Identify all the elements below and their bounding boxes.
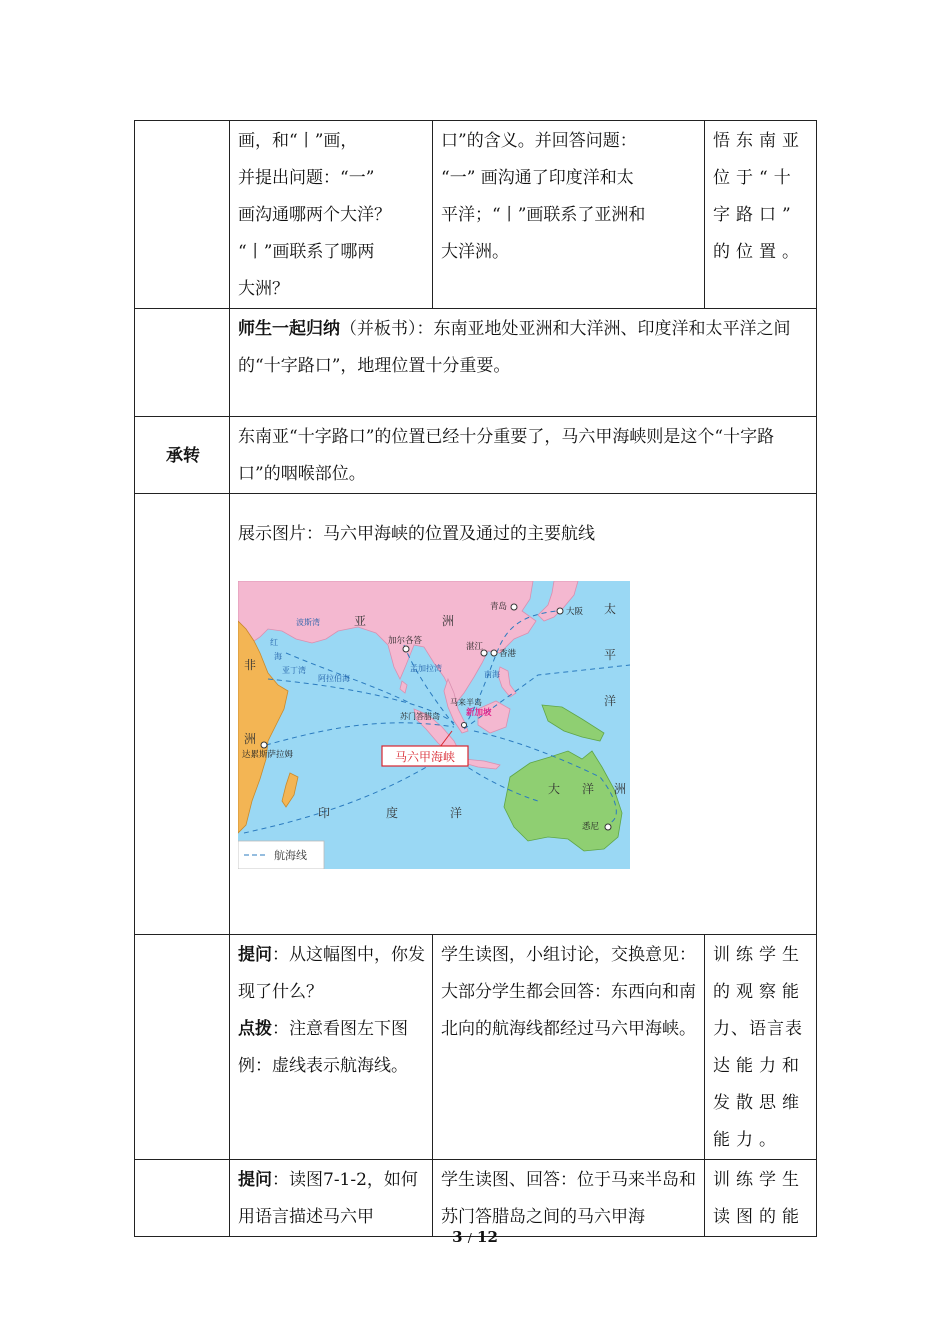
text-line: 字路口”: [713, 205, 797, 225]
text-line: 力、语言表: [713, 1019, 803, 1039]
table-row: [135, 494, 817, 935]
student-activity-cell: [433, 121, 705, 309]
map-cell: [230, 494, 817, 935]
hint-label: 点拨: [238, 1019, 272, 1039]
table-row: [135, 309, 817, 417]
indian-ocean-label-1: 印: [318, 806, 331, 820]
bay-bengal-label: 孟加拉湾: [410, 664, 442, 673]
africa-label-1: 非: [244, 658, 257, 672]
stage-cell-empty: [135, 121, 230, 309]
question-text: ：读图7-1-2，如何用语言描述马六甲: [238, 1170, 418, 1227]
city-label-osaka: 大阪: [566, 607, 584, 617]
teacher-activity-cell: [230, 121, 433, 309]
legend-label: 航海线: [274, 849, 307, 862]
asia-label-2: 洲: [442, 614, 455, 628]
south-china-sea-label: 南海: [484, 670, 500, 679]
text-line: 的观察能: [713, 982, 805, 1002]
student-response-line: 学生读图，小组讨论，交换意见：: [441, 945, 696, 965]
malacca-map: [238, 581, 630, 869]
stage-cell-empty: [135, 1160, 230, 1237]
question-label: 提问: [238, 1170, 272, 1190]
teacher-question-cell: [230, 935, 433, 1160]
text-line: 大洲？: [238, 279, 289, 299]
text-line: 发散思维: [713, 1093, 805, 1113]
student-response-line: 大部分学生都会回答：东西向和南北向的航海线都经过马六甲海峡。: [441, 982, 696, 1039]
text-line: “一” 画沟通了印度洋和太: [441, 168, 634, 188]
stage-cell-empty: [135, 494, 230, 935]
arabian-sea-label: 阿拉伯海: [318, 674, 350, 683]
red-sea-label-2: 海: [274, 652, 282, 661]
design-intent-cell: [705, 121, 817, 309]
question-text: ：从这幅图中，你发现了什么？: [238, 945, 425, 1002]
transition-cell: [230, 417, 817, 494]
show-picture-text: 展示图片：马六甲海峡的位置及通过的主要航线: [238, 524, 595, 544]
page-number: [0, 1228, 950, 1246]
pacific-label-3: 洋: [604, 694, 617, 708]
malay-peninsula-label: 马来半岛: [450, 698, 482, 707]
persian-gulf-label: 波斯湾: [296, 618, 320, 627]
city-dot-sydney: [605, 824, 611, 830]
summary-cell: [230, 309, 817, 417]
text-line: 口”的含义。并回答问题：: [441, 131, 637, 151]
city-dot-dar-es-salaam: [261, 742, 267, 748]
hint-text: ：注意看图左下图例：虚线表示航海线。: [238, 1019, 408, 1076]
city-label-hongkong: 香港: [499, 649, 517, 659]
city-label-singapore: 新加坡: [466, 708, 492, 718]
city-dot-qingdao: [511, 604, 517, 610]
summary-text: （并板书）：东南亚地处亚洲和大洋洲、印度洋和太平洋之间的“十字路口”，地理位置十分重要。: [238, 319, 791, 376]
student-response-cell: [433, 935, 705, 1160]
oceania-label-2: 洋: [582, 782, 595, 796]
indian-ocean-label-3: 洋: [450, 806, 463, 820]
gulf-aden-label: 亚丁湾: [282, 666, 306, 675]
table-row: [135, 121, 817, 309]
city-label-qingdao: 青岛: [490, 602, 508, 612]
hint-paragraph: [238, 1011, 426, 1085]
city-label-zhanjiang: 湛江: [466, 642, 484, 652]
page-current: 3: [452, 1228, 463, 1246]
city-dot-osaka: [557, 608, 563, 614]
text-line: 训练学生: [713, 945, 805, 965]
design-intent-cell: [705, 1160, 817, 1237]
pacific-label-2: 平: [604, 648, 617, 662]
text-line: 画，和“丨”画，: [238, 131, 358, 151]
table-row: [135, 417, 817, 494]
map-svg: [238, 581, 630, 869]
table-row: [135, 935, 817, 1160]
city-dot-singapore: [462, 723, 467, 728]
teacher-question-cell: [230, 1160, 433, 1237]
design-intent-cell: [705, 935, 817, 1160]
text-line: 能力。: [713, 1130, 782, 1150]
oceania-label-3: 洲: [614, 782, 627, 796]
text-line: 训练学生: [713, 1170, 805, 1190]
text-line: 画沟通哪两个大洋？: [238, 205, 391, 225]
text-line: 的位置。: [713, 242, 805, 262]
text-line: 读图的能: [713, 1207, 805, 1227]
city-dot-kolkata: [403, 646, 409, 652]
pacific-label-1: 太: [604, 602, 617, 616]
stage-cell-empty: [135, 309, 230, 417]
text-line: 位于“十: [713, 168, 797, 188]
red-sea-label-1: 红: [270, 638, 278, 647]
text-line: 悟东南亚: [713, 131, 805, 151]
transition-text: 东南亚“十字路口”的位置已经十分重要了，马六甲海峡则是这个“十字路口”的咽喉部位。: [238, 427, 775, 484]
text-line: 达能力和: [713, 1056, 805, 1076]
city-dot-hongkong: [491, 650, 497, 656]
city-label-dar-es-salaam: 达累斯萨拉姆: [242, 750, 294, 760]
question-paragraph: [238, 937, 426, 1011]
page-separator: /: [467, 1231, 472, 1245]
page-total: 12: [477, 1228, 498, 1246]
africa-label-2: 洲: [244, 732, 257, 746]
question-label: 提问: [238, 945, 272, 965]
summary-bold: 师生一起归纳: [238, 319, 340, 339]
text-line: 大洋洲。: [441, 242, 509, 262]
student-response-text: 学生读图、回答：位于马来半岛和苏门答腊岛之间的马六甲海: [441, 1170, 696, 1227]
indian-ocean-label-2: 度: [386, 806, 399, 820]
city-label-sydney: 悉尼: [582, 822, 600, 832]
text-line: 平洋；“丨”画联系了亚洲和: [441, 205, 646, 225]
city-label-kolkata: 加尔各答: [388, 636, 423, 646]
table-row: [135, 1160, 817, 1237]
lesson-table: [134, 120, 817, 1237]
asia-label-1: 亚: [354, 614, 367, 628]
stage-cell-empty: [135, 935, 230, 1160]
student-response-cell: [433, 1160, 705, 1237]
sumatra-label: 苏门答腊岛: [400, 712, 440, 721]
text-line: “丨”画联系了哪两: [238, 242, 375, 262]
strait-callout-label: 马六甲海峡: [394, 750, 456, 764]
oceania-label-1: 大: [548, 782, 561, 796]
text-line: 并提出问题：“一”: [238, 168, 375, 188]
stage-label-transition: 承转: [135, 417, 230, 494]
